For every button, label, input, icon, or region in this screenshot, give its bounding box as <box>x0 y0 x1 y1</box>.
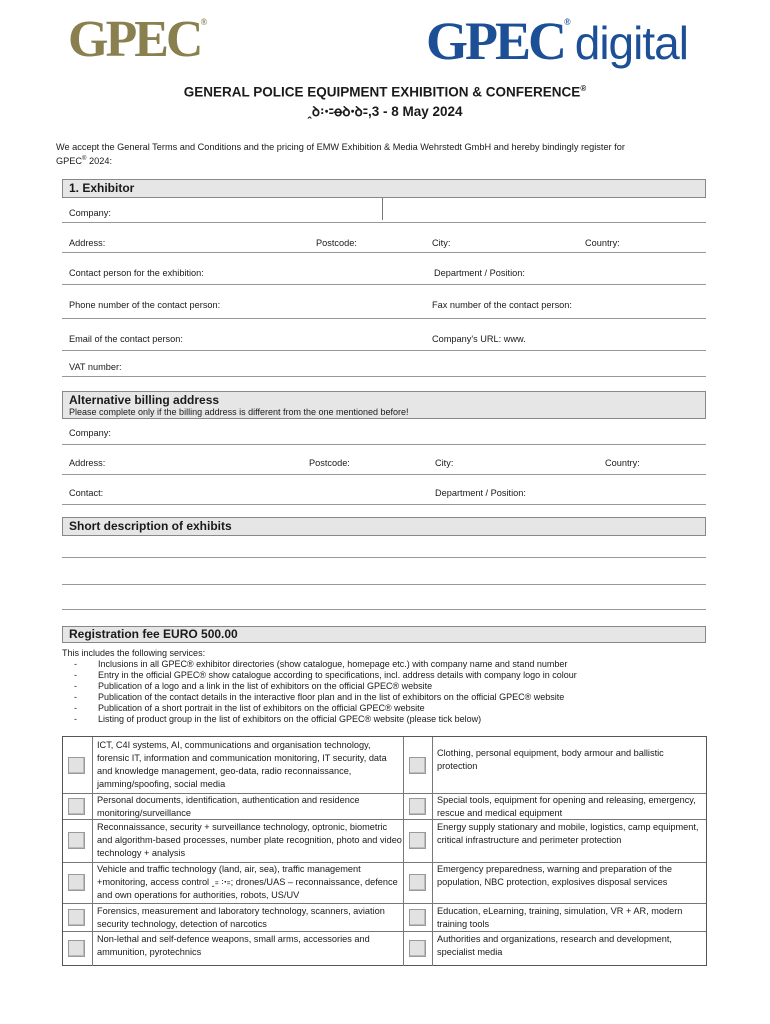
phone-label: Phone number of the contact person: <box>69 300 221 310</box>
billing-company-label: Company: <box>69 428 111 438</box>
checkbox-emergency[interactable] <box>409 874 426 891</box>
product-group-table <box>62 736 707 966</box>
fax-label: Fax number of the contact person: <box>432 300 572 310</box>
list-item: - Inclusions in all GPEC® exhibitor directories (show catalogue, homepage etc.) with company name and stand number <box>74 659 568 669</box>
group-forensics-label: Forensics, measurement and laboratory technology, scanners, aviation security technology, detection of narcotics <box>97 906 385 929</box>
exhibits-line-1[interactable] <box>62 557 706 558</box>
city-label: City: <box>432 238 451 248</box>
contact-person-label: Contact person for the exhibition: <box>69 268 204 278</box>
billing-address-label: Address: <box>69 458 106 468</box>
group-documents-label: Personal documents, identification, authentication and residence monitoring/surveillance <box>97 795 360 818</box>
checkbox-non-lethal[interactable] <box>68 940 85 957</box>
checkbox-forensics[interactable] <box>68 909 85 926</box>
event-dates: ꞈꝺ꞉ꞏ꞊ꝋꝺꞏꝺ꞊,3 - 8 May 2024 <box>307 104 463 119</box>
exhibits-line-3[interactable] <box>62 609 706 610</box>
group-energy-label: Energy supply stationary and mobile, logistics, camp equipment, critical infrastructure and perimeter protection <box>437 822 699 845</box>
checkbox-clothing[interactable] <box>409 757 426 774</box>
group-reconnaissance-label: Reconnaissance, security + surveillance technology, optronic, biometric and algorithm-based processes, number plate recognition, photo and video technology + analysis <box>97 822 402 858</box>
page-title: GENERAL POLICE EQUIPMENT EXHIBITION & CONFERENCE® <box>183 84 587 100</box>
section-billing-heading: Alternative billing address Please complete only if the billing address is different from the one mentioned before! <box>62 391 706 419</box>
email-label: Email of the contact person: <box>69 334 183 344</box>
company-field[interactable] <box>62 222 706 223</box>
billing-country-label: Country: <box>605 458 640 468</box>
billing-city-label: City: <box>435 458 454 468</box>
list-item: - Listing of product group in the list of exhibitors on the official GPEC® website (please tick below) <box>74 714 482 724</box>
list-item: - Publication of a logo and a link in the list of exhibitors on the official GPEC® website <box>74 681 433 691</box>
checkbox-documents[interactable] <box>68 798 85 815</box>
list-item: - Publication of the contact details in the interactive floor plan and in the list of exhibitors on the official GPEC® website <box>74 692 565 702</box>
billing-contact-field[interactable] <box>62 504 706 505</box>
email-field[interactable] <box>62 350 706 351</box>
section-exhibitor-heading: 1. Exhibitor <box>62 179 706 198</box>
company-label: Company: <box>69 208 111 218</box>
list-item: - Entry in the official GPEC® show catalogue according to specifications, incl. address details with company logo in colour <box>74 670 577 680</box>
checkbox-special-tools[interactable] <box>409 798 426 815</box>
vat-label: VAT number: <box>69 362 122 372</box>
vat-field[interactable] <box>62 376 706 377</box>
checkbox-authorities[interactable] <box>409 940 426 957</box>
contact-person-field[interactable] <box>62 284 706 285</box>
group-special-tools-label: Special tools, equipment for opening and releasing, emergency, rescue and medical equipment <box>437 795 696 818</box>
billing-address-field[interactable] <box>62 474 706 475</box>
group-authorities-label: Authorities and organizations, research and development, specialist media <box>437 934 672 957</box>
checkbox-ict[interactable] <box>68 757 85 774</box>
address-label: Address: <box>69 238 106 248</box>
group-vehicle-label: Vehicle and traffic technology (land, air, sea), traffic management +monitoring, access control ꞈ꞊ ꞉ꞏ꞊; drones/UAS – reconnaissance, defence and own operations for authorities, robots, US/UV <box>97 864 398 900</box>
group-ict-label: ICT, C4I systems, AI, communications and organisation technology, forensic IT, information and communication monitoring, IT security, data and knowledge management, geo-data, radio reconnaissance, jamming/spoofing, social media <box>97 740 387 789</box>
address-field[interactable] <box>62 252 706 253</box>
section-fee-heading: Registration fee EURO 500.00 <box>62 626 706 643</box>
department-label: Department / Position: <box>434 268 525 278</box>
gpec-digital-logo: GPEC®digital <box>426 11 688 71</box>
services-list <box>62 648 702 725</box>
billing-company-field[interactable] <box>62 444 706 445</box>
list-item: - Publication of a short portrait in the list of exhibitors on the official GPEC® website <box>74 703 425 713</box>
group-education-label: Education, eLearning, training, simulation, VR + AR, modern training tools <box>437 906 683 929</box>
postcode-label: Postcode: <box>316 238 357 248</box>
intro-text: We accept the General Terms and Conditions and the pricing of EMW Exhibition & Media Wehrstedt GmbH and hereby bindingly register for GPEC® 2024: <box>56 142 625 167</box>
billing-postcode-label: Postcode: <box>309 458 350 468</box>
checkbox-energy[interactable] <box>409 832 426 849</box>
group-non-lethal-label: Non-lethal and self-defence weapons, small arms, accessories and ammunition, pyrotechnics <box>97 934 370 957</box>
checkbox-vehicle[interactable] <box>68 874 85 891</box>
group-clothing-label: Clothing, personal equipment, body armour and ballistic protection <box>437 748 664 771</box>
checkbox-reconnaissance[interactable] <box>68 832 85 849</box>
checkbox-education[interactable] <box>409 909 426 926</box>
billing-contact-label: Contact: <box>69 488 104 498</box>
group-emergency-label: Emergency preparedness, warning and preparation of the population, NBC protection, explosives disposal services <box>437 864 672 887</box>
phone-field[interactable] <box>62 318 706 319</box>
services-intro: This includes the following services: <box>62 648 206 658</box>
exhibits-line-2[interactable] <box>62 584 706 585</box>
country-label: Country: <box>585 238 620 248</box>
billing-department-label: Department / Position: <box>435 488 526 498</box>
gpec-logo: GPEC® <box>68 11 208 68</box>
section-exhibits-heading: Short description of exhibits <box>62 517 706 536</box>
url-label: Company's URL: www. <box>432 334 526 344</box>
